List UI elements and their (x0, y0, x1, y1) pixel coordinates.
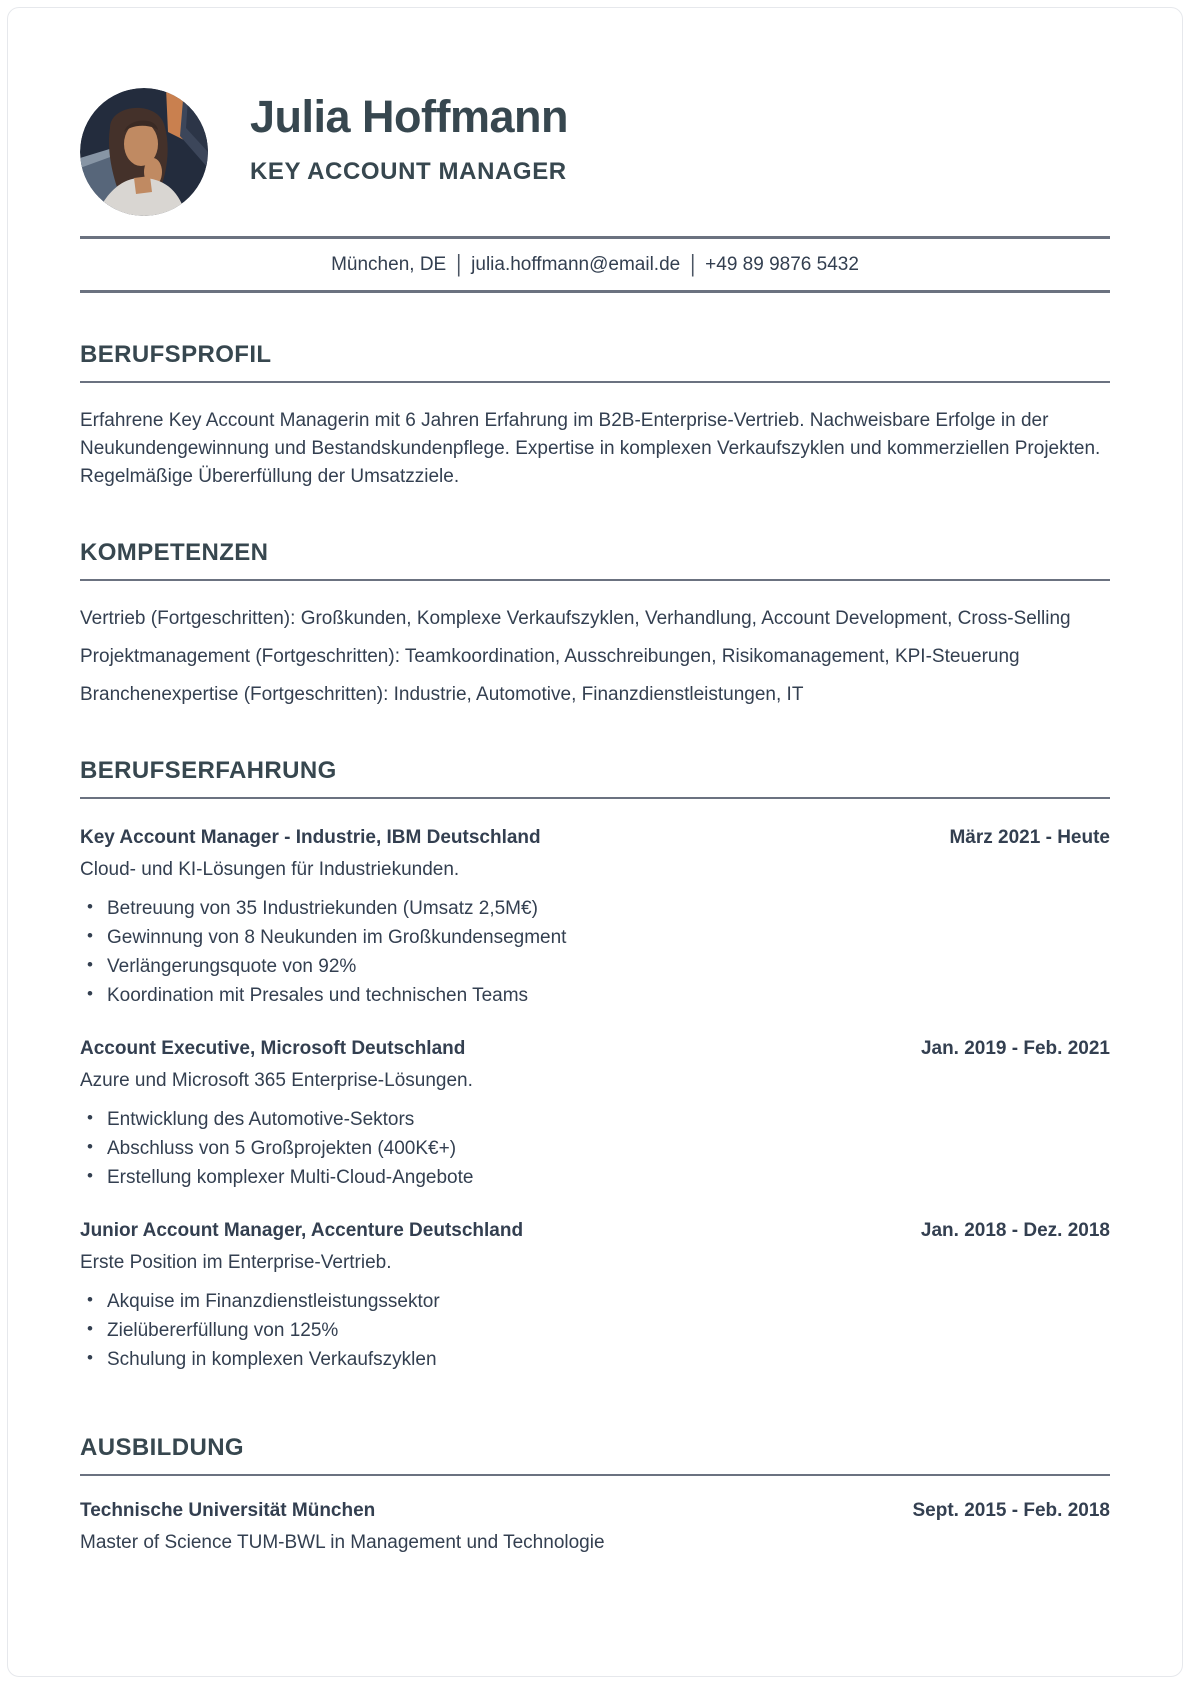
education-dates: Sept. 2015 - Feb. 2018 (912, 1500, 1110, 1521)
contact-separator: | (456, 251, 462, 278)
job-title: Key Account Manager - Industrie, IBM Deutschland (80, 827, 541, 848)
bullet-list (80, 1287, 1110, 1374)
section-experience (80, 757, 1110, 1374)
section-profile (80, 341, 1110, 491)
bullet-item: • Koordination mit Presales und technischen Teams (80, 981, 1110, 1010)
job-subtitle: Cloud- und KI-Lösungen für Industriekunden. (80, 859, 460, 880)
section-rule (80, 381, 1110, 383)
contact-email: julia.hoffmann@email.de (471, 254, 681, 275)
contact-separator: | (690, 251, 696, 278)
education-school: Technische Universität München (80, 1500, 376, 1521)
section-heading-skills: KOMPETENZEN (80, 539, 269, 566)
section-rule (80, 579, 1110, 581)
bullet-item: • Abschluss von 5 Großprojekten (400K€+) (80, 1134, 1110, 1163)
section-heading-experience: BERUFSERFAHRUNG (80, 757, 337, 784)
bullet-item: • Zielübererfüllung von 125% (80, 1316, 1110, 1345)
education-degree: Master of Science TUM-BWL in Management und Technologie (80, 1532, 605, 1553)
job-entry (80, 1038, 1110, 1192)
bullet-list (80, 1105, 1110, 1192)
job-subtitle: Erste Position im Enterprise-Vertrieb. (80, 1252, 392, 1273)
section-heading-profile: BERUFSPROFIL (80, 341, 272, 368)
candidate-title: KEY ACCOUNT MANAGER (250, 157, 567, 185)
contact-phone: +49 89 9876 5432 (705, 254, 859, 275)
bullet-item: • Erstellung komplexer Multi-Cloud-Angebote (80, 1163, 1110, 1192)
section-rule (80, 1474, 1110, 1476)
profile-photo (80, 88, 208, 216)
education-entry (80, 1500, 1110, 1557)
job-dates: März 2021 - Heute (949, 827, 1110, 848)
section-rule (80, 797, 1110, 799)
divider-header-bottom (80, 290, 1110, 293)
job-entry (80, 1220, 1110, 1374)
bullet-item: • Akquise im Finanzdienstleistungssektor (80, 1287, 1110, 1316)
job-title: Junior Account Manager, Accenture Deutschland (80, 1220, 524, 1241)
bullet-item: • Gewinnung von 8 Neukunden im Großkundensegment (80, 923, 1110, 952)
skill-item: Branchenexpertise (Fortgeschritten): Industrie, Automotive, Finanzdienstleistungen, IT (80, 684, 804, 705)
job-subtitle: Azure und Microsoft 365 Enterprise-Lösungen. (80, 1070, 473, 1091)
bullet-item: • Betreuung von 35 Industriekunden (Umsatz 2,5M€) (80, 894, 1110, 923)
section-heading-education: AUSBILDUNG (80, 1434, 244, 1461)
contact-bar (80, 239, 1110, 290)
job-entry (80, 827, 1110, 1010)
job-title: Account Executive, Microsoft Deutschland (80, 1038, 466, 1059)
contact-location: München, DE (331, 254, 447, 275)
resume-page (7, 7, 1183, 1677)
skill-item: Vertrieb (Fortgeschritten): Großkunden, Komplexe Verkaufszyklen, Verhandlung, Account Development, Cross-Selling (80, 608, 1071, 629)
section-skills (80, 539, 1110, 709)
candidate-name: Julia Hoffmann (250, 91, 569, 142)
bullet-item: • Entwicklung des Automotive-Sektors (80, 1105, 1110, 1134)
job-dates: Jan. 2018 - Dez. 2018 (920, 1220, 1110, 1241)
profile-text: Erfahrene Key Account Managerin mit 6 Jahren Erfahrung im B2B-Enterprise-Vertrieb. Nachweisbare Erfolge in der Neukundengewinnung und Bestandskundenpflege. Expertise in komplexen Verkaufszyklen und kommerziellen Projekten. Regelmäßige Übererfüllung der Umsatzziele. (80, 410, 1101, 487)
bullet-list (80, 894, 1110, 1010)
bullet-item: • Schulung in komplexen Verkaufszyklen (80, 1345, 1110, 1374)
bullet-item: • Verlängerungsquote von 92% (80, 952, 1110, 981)
job-dates: Jan. 2019 - Feb. 2021 (920, 1038, 1110, 1059)
header (80, 78, 1110, 216)
skill-item: Projektmanagement (Fortgeschritten): Teamkoordination, Ausschreibungen, Risikomanagement, KPI-Steuerung (80, 646, 1020, 667)
section-education (80, 1434, 1110, 1557)
header-text (250, 92, 568, 186)
